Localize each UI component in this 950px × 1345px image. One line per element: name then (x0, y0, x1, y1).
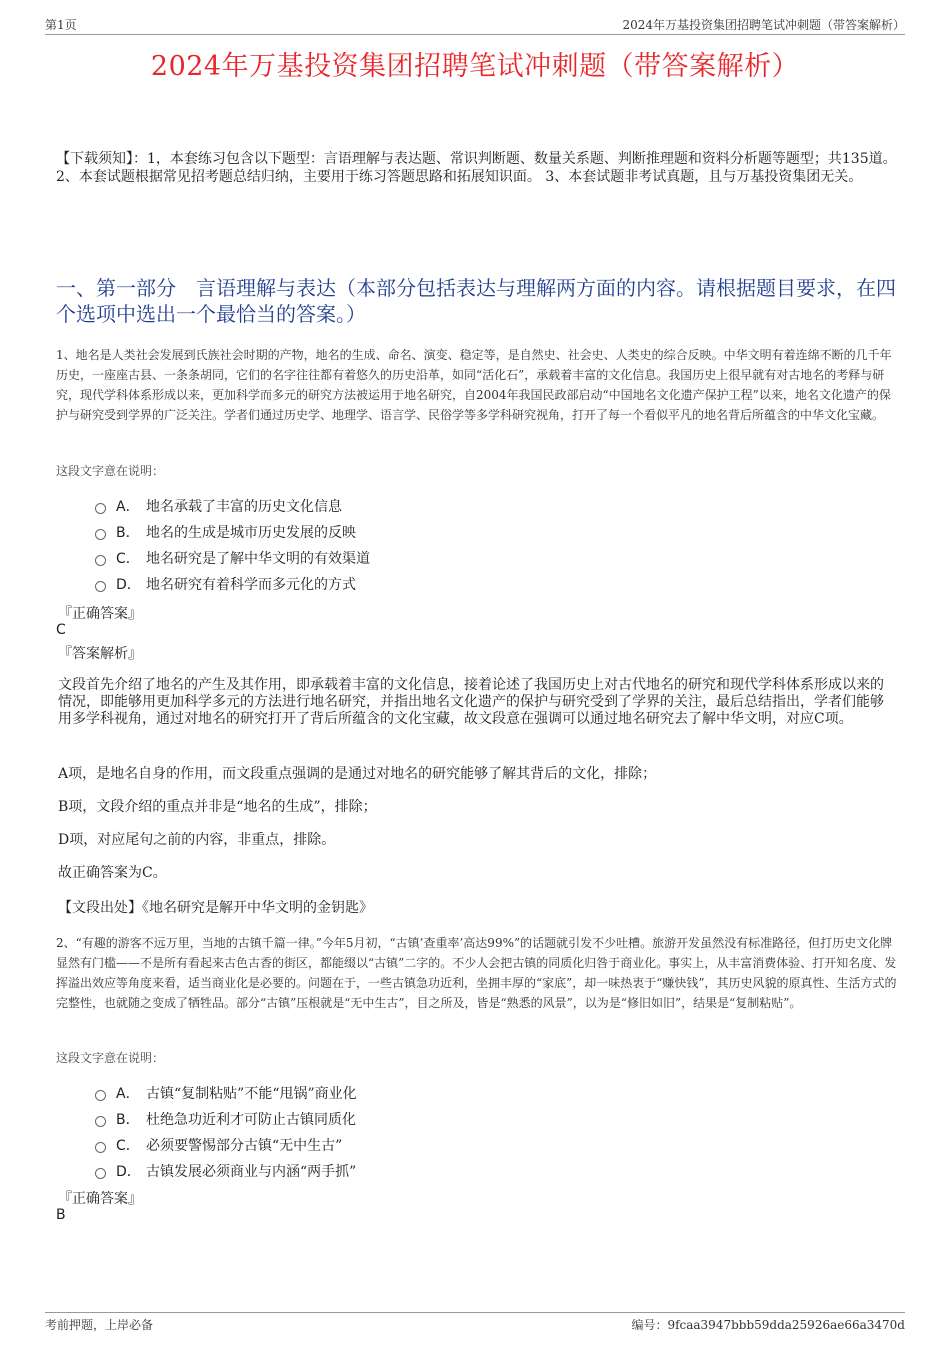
q1-b-note: B项，文段介绍的重点并非是“地名的生成”，排除； (58, 799, 377, 815)
q2-options (95, 1080, 357, 1184)
option-text: 地名承载了丰富的历史文化信息 (146, 499, 342, 515)
q1-source: 【文段出处】《地名研究是解开中华文明的金钥匙》 (58, 900, 373, 916)
q1-conclusion: 故正确答案为C。 (58, 865, 167, 881)
q2-answer-label: 『正确答案』 (58, 1191, 142, 1207)
radio-icon[interactable] (95, 555, 106, 566)
option-text: 地名的生成是城市历史发展的反映 (146, 525, 356, 541)
q1-analysis-label: 『答案解析』 (58, 646, 142, 662)
option-letter: C． (116, 551, 140, 567)
option-letter: B． (116, 525, 140, 541)
page-number: 第1页 (45, 18, 77, 32)
radio-icon[interactable] (95, 503, 106, 514)
q1-answer-label: 『正确答案』 (58, 606, 142, 622)
option-text: 必须要警惕部分古镇“无中生古” (146, 1138, 343, 1154)
q1-analysis: 文段首先介绍了地名的产生及其作用，即承载着丰富的文化信息，接着论述了我国历史上对古代地名的研究和现代学科体系形成以来的情况，即能够用更加科学多元的方法进行地名研究，并指出地名文化遗产的保护与研究受到了学界的关注，最后总结指出，学者们能够用多学科视角，通过对地名的研究打开了背后所蕴含的文化宝藏，故文段意在强调可以通过地名研究去了解中华文明，对应C项。 (58, 677, 884, 727)
q2-option-c[interactable] (95, 1132, 357, 1158)
page-title: 2024年万基投资集团招聘笔试冲刺题（带答案解析） (150, 51, 800, 82)
option-letter: B． (116, 1112, 140, 1128)
q1-ask: 这段文字意在说明： (56, 464, 165, 478)
page-footer (45, 1312, 905, 1332)
option-letter: A． (116, 499, 140, 515)
header-doc-title: 2024年万基投资集团招聘笔试冲刺题（带答案解析） (622, 18, 905, 32)
option-text: 地名研究有着科学而多元化的方式 (146, 577, 356, 593)
q2-answer: B (56, 1207, 66, 1223)
page-header (45, 14, 905, 35)
option-text: 地名研究是了解中华文明的有效渠道 (146, 551, 370, 567)
radio-icon[interactable] (95, 1168, 106, 1179)
footer-slogan: 考前押题，上岸必备 (45, 1318, 154, 1332)
option-letter: A． (116, 1086, 140, 1102)
q1-option-d[interactable] (95, 571, 370, 597)
q2-text: 2、“有趣的游客不远万里，当地的古镇千篇一律。”今年5月初，“古镇’查重率’高达99%”的话题就引发不少吐槽。旅游开发虽然没有标准路径，但打历史文化牌显然有门槛——不是所有看起来古色古香的街区，都能缀以“古镇”二字的。不少人会把古镇的同质化归咎于商业化。事实上，从丰富消费体验、打开知名度、发挥溢出效应等角度来看，适当商业化是必要的。问题在于，一些古镇急功近利，坐拥丰厚的“家底”，却一味热衷于“赚快钱”，其历史风貌的原真性、生活方式的完整性，也就随之变成了牺牲品。部分“古镇”压根就是“无中生古”，目之所及，皆是“熟悉的风景”，以为是“修旧如旧”，结果是“复制粘贴”。 (56, 936, 897, 1010)
option-text: 古镇“复制粘贴”不能“甩锅”商业化 (146, 1086, 357, 1102)
q1-answer: C (56, 622, 66, 638)
option-letter: D． (116, 1164, 141, 1180)
footer-serial: 编号：9fcaa3947bbb59dda25926ae66a3470d (631, 1318, 905, 1332)
q1-text: 1、地名是人类社会发展到氏族社会时期的产物，地名的生成、命名、演变、稳定等，是自然史、社会史、人类史的综合反映。中华文明有着连绵不断的几千年历史，一座座古县、一条条胡同，它们的名字往往都有着悠久的历史沿革，如同“活化石”，承载着丰富的文化信息。我国历史上很早就有对古地名的考释与研究，现代学科体系形成以来，更加科学而多元的研究方法被运用于地名研究，自2004年我国民政部启动“中国地名文化遗产保护工程”以来，地名文化遗产的保护与研究受到学界的广泛关注。学者们通过历史学、地理学、语言学、民俗学等多学科研究视角，打开了每一个看似平凡的地名背后所蕴含的中华文化宝藏。 (56, 348, 892, 422)
q1-option-a[interactable] (95, 493, 370, 519)
section-title: 一、第一部分 言语理解与表达（本部分包括表达与理解两方面的内容。请根据题目要求，在四个选项中选出一个最恰当的答案。） (56, 276, 896, 326)
option-letter: C． (116, 1138, 140, 1154)
radio-icon[interactable] (95, 529, 106, 540)
q2-option-a[interactable] (95, 1080, 357, 1106)
option-text: 古镇发展必须商业与内涵“两手抓” (146, 1164, 357, 1180)
radio-icon[interactable] (95, 1090, 106, 1101)
q1-option-b[interactable] (95, 519, 370, 545)
download-notice: 【下载须知】：1，本套练习包含以下题型：言语理解与表达题、常识判断题、数量关系题、判断推理题和资料分析题等题型；共135道。 2、本套试题根据常见招考题总结归纳，主要用于练习答题思路和拓展知识面。 3、本套试题非考试真题，且与万基投资集团无关。 (56, 151, 897, 185)
radio-icon[interactable] (95, 1116, 106, 1127)
option-letter: D． (116, 577, 141, 593)
q1-option-c[interactable] (95, 545, 370, 571)
q2-option-d[interactable] (95, 1158, 357, 1184)
q2-ask: 这段文字意在说明： (56, 1051, 165, 1065)
radio-icon[interactable] (95, 1142, 106, 1153)
q2-option-b[interactable] (95, 1106, 357, 1132)
q1-d-note: D项，对应尾句之前的内容，非重点，排除。 (58, 832, 336, 848)
option-text: 杜绝急功近利才可防止古镇同质化 (146, 1112, 356, 1128)
q1-options (95, 493, 370, 597)
radio-icon[interactable] (95, 581, 106, 592)
q1-a-note: A项，是地名自身的作用，而文段重点强调的是通过对地名的研究能够了解其背后的文化，排除； (58, 766, 657, 782)
